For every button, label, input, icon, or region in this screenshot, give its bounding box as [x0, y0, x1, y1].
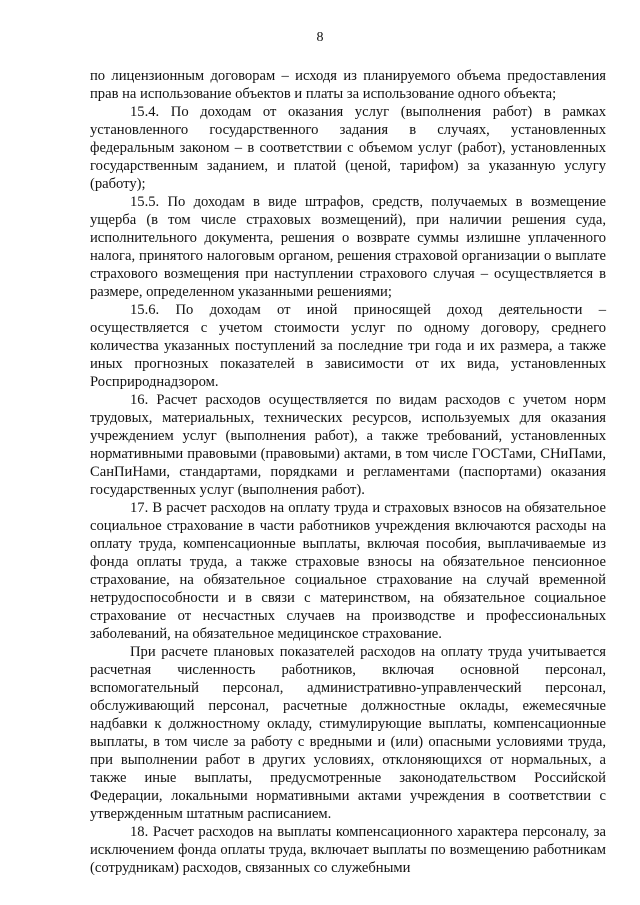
paragraph-17-payroll: При расчете плановых показателей расходов на оплату труда учитывается расчетная численность работников, включая основной персонал, вспомогательный персонал, административно-управленческий персонал, обслуживающий персонал, расчетные должностные оклады, ежемесячные надбавки к должностному окладу, стимулирующие выплаты, компенсационные выплаты, в том числе за работу с вредными и (или) опасными условиями труда, при выполнении работ в других условиях, отклоняющихся от нормальных, а также иные выплаты, предусмотренные законодательством Российской Федерации, локальными нормативными актами учреждения в соответствии с утвержденным штатным расписанием.: [90, 644, 606, 822]
paragraph-17: 17. В расчет расходов на оплату труда и страховых взносов на обязательное социальное страхование в части работников учреждения включаются расходы на оплату труда, компенсационные выплаты, включая пособия, выплачиваемые из фонда оплаты труда, а также страховые взносы на обязательное пенсионное страхование, на обязательное социальное страхование на случай временной нетрудоспособности и в связи с материнством, на обязательное социальное страхование от несчастных случаев на производстве и профессиональных заболеваний, на обязательное медицинское страхование.: [90, 500, 606, 642]
document-body: [90, 67, 606, 877]
paragraph-18: 18. Расчет расходов на выплаты компенсационного характера персоналу, за исключением фонда оплаты труда, включает выплаты по возмещению работникам (сотрудникам) расходов, связанных со служебными: [90, 824, 606, 876]
page-number: 8: [316, 30, 324, 45]
paragraph-15-4: 15.4. По доходам от оказания услуг (выполнения работ) в рамках установленного государственного задания в случаях, установленных федеральным законом – в соответствии с объемом услуг (работ), установленных государственным заданием, и платой (ценой, тарифом) за указанную услугу (работу);: [90, 104, 606, 192]
paragraph-15-6: 15.6. По доходам от иной приносящей доход деятельности – осуществляется с учетом стоимости услуг по одному договору, среднего количества указанных поступлений за последние три года и их размера, а также иных прогнозных показателей в зависимости от их вида, установленных Росприроднадзором.: [90, 302, 606, 390]
paragraph-16: 16. Расчет расходов осуществляется по видам расходов с учетом норм трудовых, материальных, технических ресурсов, используемых для оказания учреждением услуг (выполнения работ), а также требований, установленных нормативными правовыми (правовыми) актами, в том числе ГОСТами, СНиПами, СанПиНами, стандартами, порядками и регламентами (паспортами) оказания государственных услуг (выполнения работ).: [90, 392, 606, 498]
paragraph-continuation: по лицензионным договорам – исходя из планируемого объема предоставления прав на использование объектов и платы за использование одного объекта;: [90, 68, 606, 102]
paragraph-15-5: 15.5. По доходам в виде штрафов, средств, получаемых в возмещение ущерба (в том числе страховых возмещений), при наличии решения суда, исполнительного документа, решения о возврате суммы излишне уплаченного налога, принятого налоговым органом, решения страховой организации о выплате страхового возмещения при наступлении страхового случая – осуществляется в размере, определенном указанными решениями;: [90, 194, 606, 300]
